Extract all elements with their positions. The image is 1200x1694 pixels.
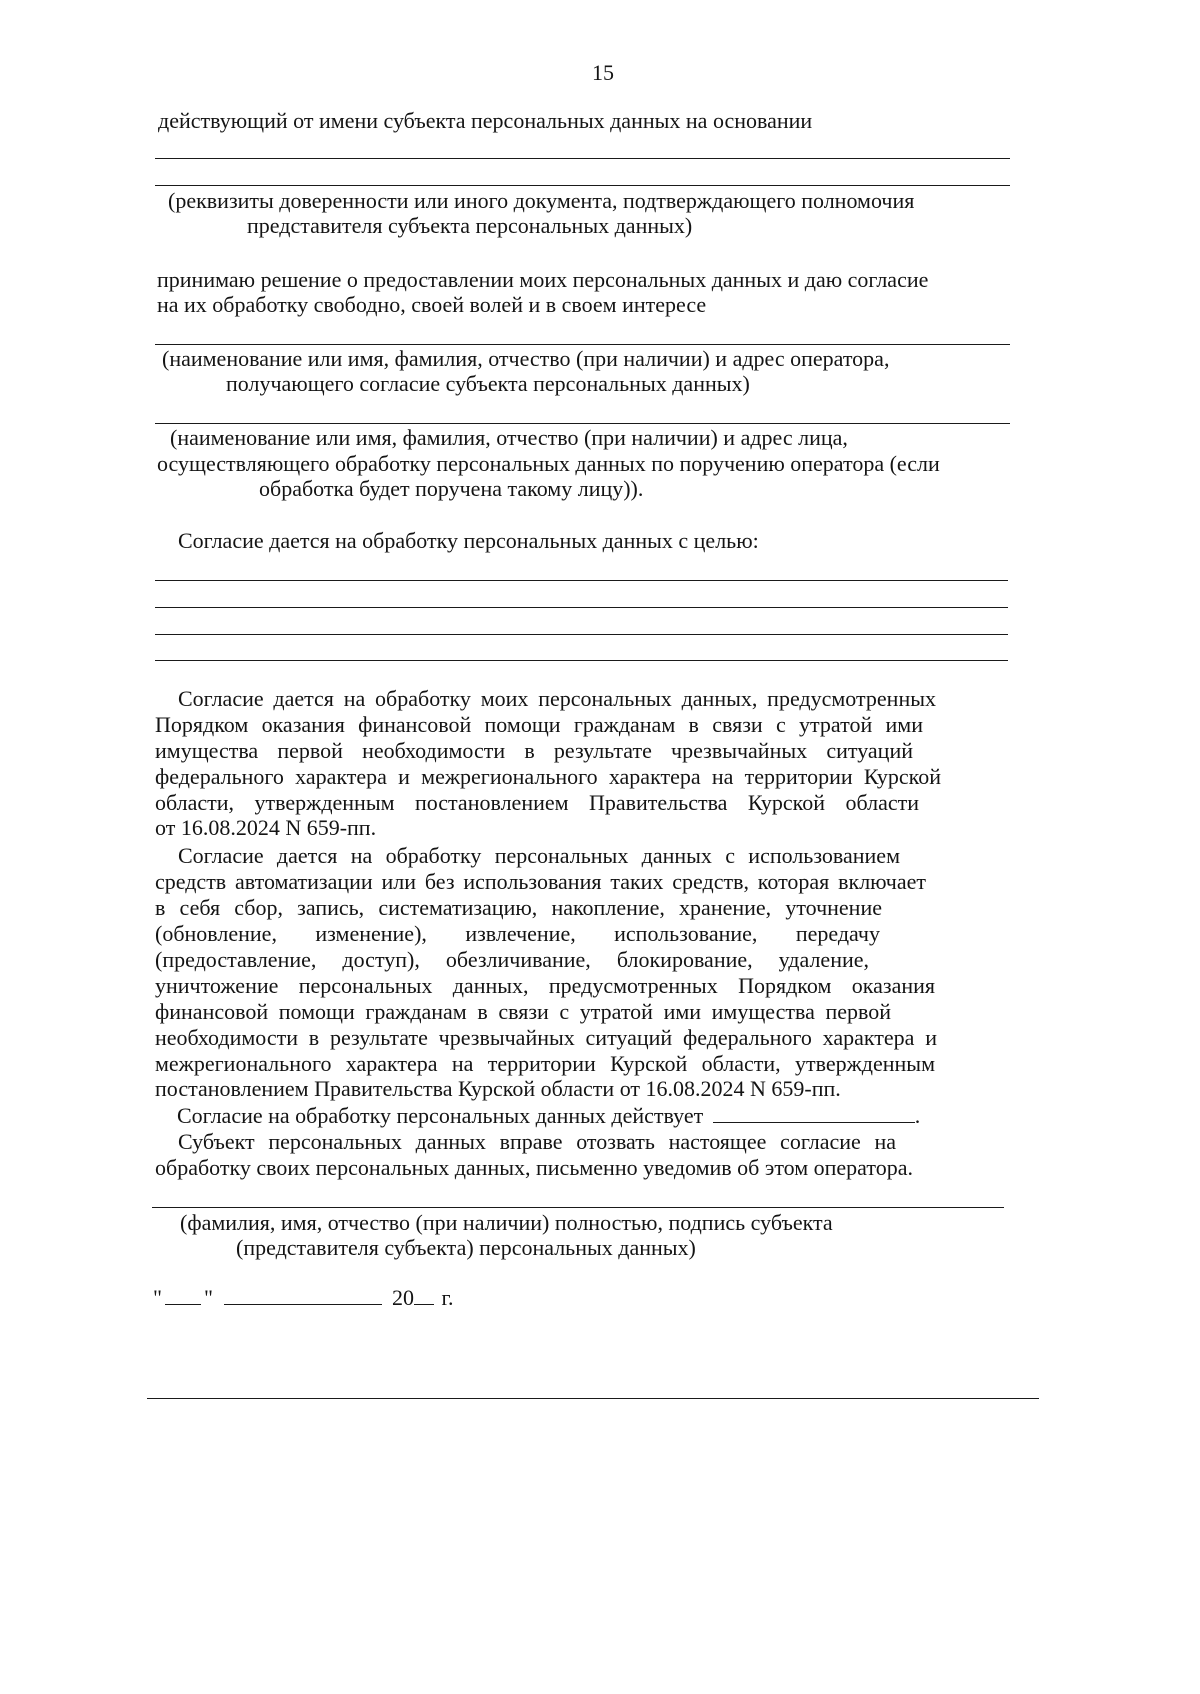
fill-line-processor[interactable] [155,423,1010,424]
fill-line-basis-2[interactable] [155,185,1010,186]
caption-operator-line-2: получающего согласие субъекта персональных данных) [226,371,750,396]
purpose-label: Согласие дается на обработку персональных данных с целью: [178,528,759,553]
caption-processor-line-3: обработка будет поручена такому лицу)). [259,476,644,501]
date-close-quote: " [203,1285,213,1310]
paragraph-2-line-8: необходимости в результате чрезвычайных ситуаций федерального характера и [155,1025,937,1050]
paragraph-1-line-3: имущества первой необходимости в результате чрезвычайных ситуаций [155,738,913,763]
validity-fill-line[interactable] [713,1104,915,1123]
paragraph-2-line-3: в себя сбор, запись, систематизацию, накопление, хранение, уточнение [155,895,882,920]
date-year-field[interactable] [414,1286,434,1305]
caption-processor-line-2: осуществляющего обработку персональных данных по поручению оператора (если [157,451,940,476]
caption-operator-line-1: (наименование или имя, фамилия, отчество (при наличии) и адрес оператора, [162,346,890,371]
page-number: 15 [592,60,614,85]
paragraph-1-line-4: федерального характера и межрегионального характера на территории Курской [155,764,941,789]
paragraph-2-line-7: финансовой помощи гражданам в связи с утратой ими имущества первой [155,999,891,1024]
date-open-quote: " [153,1285,162,1310]
decision-line-1: принимаю решение о предоставлении моих персональных данных и даю согласие [157,267,929,292]
paragraph-1-line-2: Порядком оказания финансовой помощи гражданам в связи с утратой ими [155,712,923,737]
paragraph-1-line-5: области, утвержденным постановлением Правительства Курской области [155,790,919,815]
decision-line-2: на их обработку свободно, своей волей и в своем интересе [157,292,707,317]
paragraph-2-line-5: (предоставление, доступ), обезличивание, блокирование, удаление, [155,947,869,972]
caption-proxy-line-2: представителя субъекта персональных данных) [247,213,693,238]
representative-basis-line: действующий от имени субъекта персональных данных на основании [158,108,813,133]
fill-line-purpose-4[interactable] [155,660,1008,661]
caption-signature-line-1: (фамилия, имя, отчество (при наличии) полностью, подпись субъекта [180,1210,833,1235]
revoke-line-2: обработку своих персональных данных, письменно уведомив об этом оператора. [155,1155,913,1180]
validity-text: Согласие на обработку персональных данных действует [177,1103,704,1128]
date-year-prefix: 20 [391,1285,414,1310]
date-line [153,1285,454,1311]
paragraph-2-line-4: (обновление, изменение), извлечение, использование, передачу [155,921,880,946]
paragraph-2-line-1: Согласие дается на обработку персональных данных с использованием [178,843,900,868]
paragraph-1-line-6: от 16.08.2024 N 659-пп. [155,815,377,840]
fill-line-signature[interactable] [152,1207,1004,1208]
revoke-line-1: Субъект персональных данных вправе отозвать настоящее согласие на [178,1129,896,1154]
fill-line-basis-1[interactable] [155,158,1010,159]
bottom-rule [147,1398,1039,1399]
fill-line-operator[interactable] [155,344,1010,345]
validity-end: . [914,1103,921,1128]
fill-line-purpose-1[interactable] [155,580,1008,581]
paragraph-2-line-6: уничтожение персональных данных, предусмотренных Порядком оказания [155,973,935,998]
date-year-suffix: г. [441,1285,454,1310]
fill-line-purpose-3[interactable] [155,634,1008,635]
paragraph-1-line-1: Согласие дается на обработку моих персональных данных, предусмотренных [178,686,936,711]
date-day-field[interactable] [165,1286,201,1305]
validity-line [177,1103,920,1129]
caption-proxy-line-1: (реквизиты доверенности или иного документа, подтверждающего полномочия [168,188,915,213]
paragraph-2-line-2: средств автоматизации или без использования таких средств, которая включает [155,869,926,894]
fill-line-purpose-2[interactable] [155,607,1008,608]
paragraph-2-line-10: постановлением Правительства Курской области от 16.08.2024 N 659-пп. [155,1076,841,1101]
paragraph-2-line-9: межрегионального характера на территории Курской области, утвержденным [155,1051,935,1076]
caption-processor-line-1: (наименование или имя, фамилия, отчество (при наличии) и адрес лица, [170,425,848,450]
caption-signature-line-2: (представителя субъекта) персональных данных) [236,1235,696,1260]
date-month-field[interactable] [224,1286,382,1305]
